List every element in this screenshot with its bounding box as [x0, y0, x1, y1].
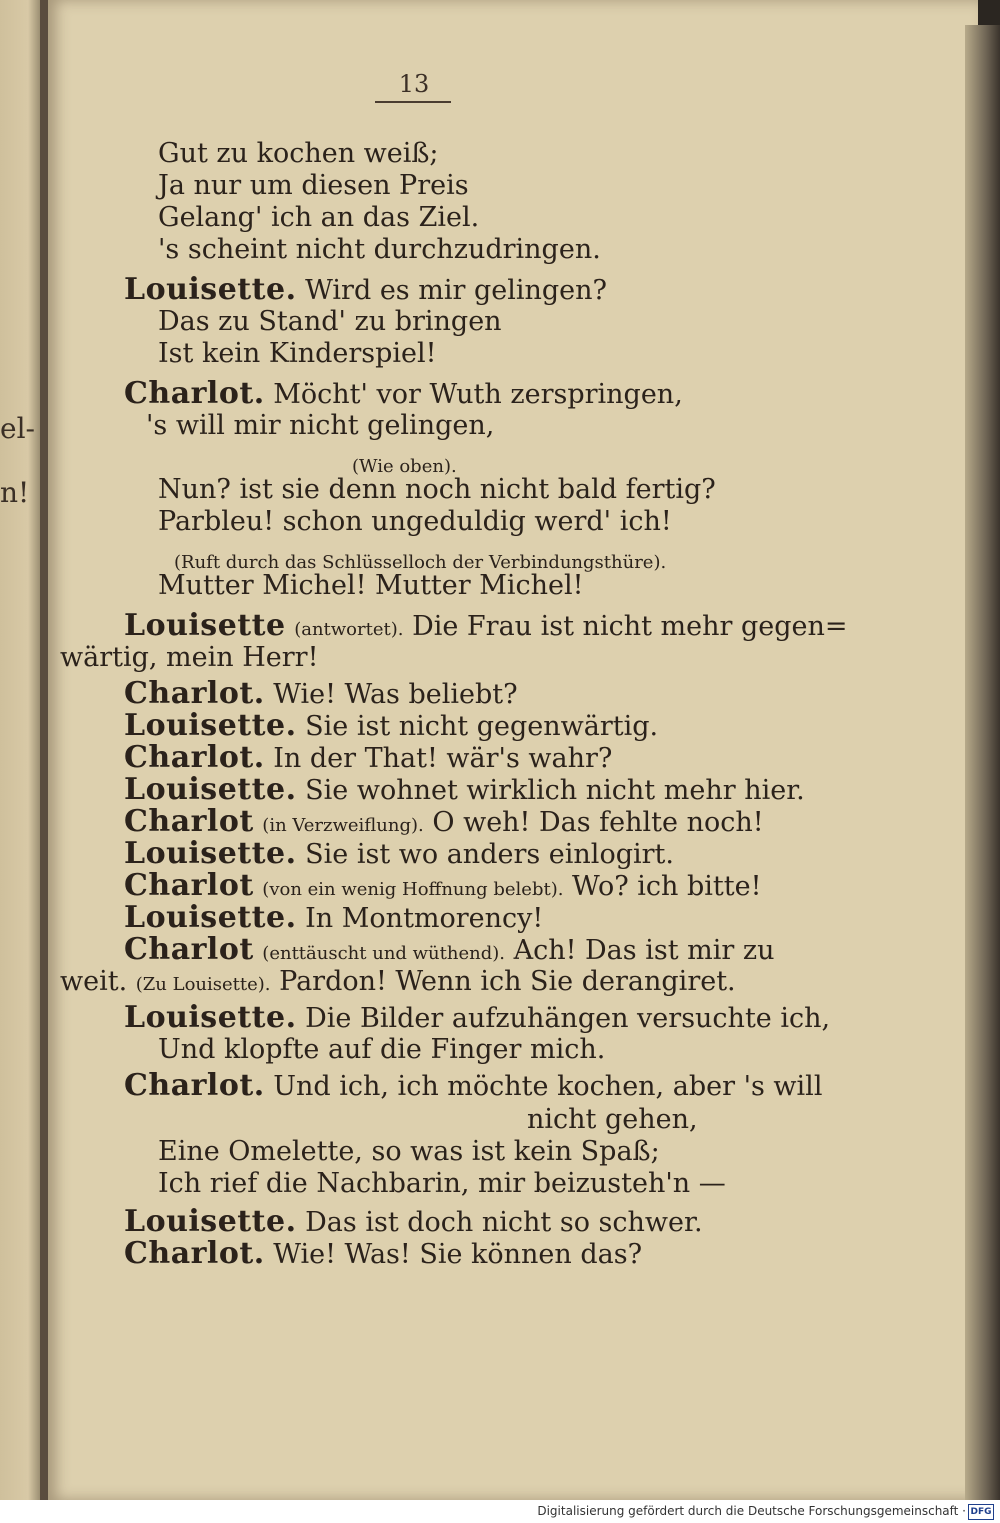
- page-right-edge: [965, 25, 1000, 1500]
- stage-direction: (von ein wenig Hoffnung belebt).: [262, 879, 564, 900]
- text-line: [124, 678, 518, 711]
- line-text: Eine Omelette, so was ist kein Spaß;: [158, 1136, 660, 1167]
- text-line: [158, 1168, 726, 1200]
- line-text: Ist kein Kinderspiel!: [158, 338, 437, 369]
- line-text: In Montmorency!: [305, 903, 544, 934]
- previous-page-edge: [0, 0, 40, 1500]
- line-text: Sie wohnet wirklich nicht mehr hier.: [305, 775, 805, 806]
- text-line: [158, 474, 716, 506]
- text-line: [158, 506, 672, 538]
- line-text: Ach! Das ist mir zu: [513, 935, 775, 966]
- speaker-name: Louisette.: [124, 708, 297, 743]
- line-text: Pardon! Wenn ich Sie derangiret.: [279, 966, 736, 997]
- text-line: [124, 1238, 642, 1271]
- text-line: [124, 1002, 830, 1035]
- page-number: 13: [398, 70, 430, 98]
- text-line: [158, 306, 502, 338]
- line-text: Mutter Michel! Mutter Michel!: [158, 570, 584, 601]
- line-text: In der That! wär's wahr?: [273, 743, 613, 774]
- text-line: [124, 902, 543, 935]
- text-line: [60, 642, 318, 674]
- speaker-name: Charlot.: [124, 1068, 265, 1103]
- line-text: Wo? ich bitte!: [572, 871, 762, 902]
- speaker-name: Charlot.: [124, 376, 265, 411]
- footer-credit: Digitalisierung gefördert durch die Deutsche Forschungsgemeinschaft ·: [537, 1504, 966, 1518]
- line-text: Möcht' vor Wuth zerspringen,: [273, 379, 683, 410]
- line-text: weit.: [60, 966, 128, 997]
- line-text: 's scheint nicht durchzudringen.: [158, 234, 601, 265]
- page-number-rule: [375, 101, 451, 103]
- line-text: Gelang' ich an das Ziel.: [158, 202, 480, 233]
- speaker-name: Charlot.: [124, 676, 265, 711]
- line-text: nicht gehen,: [527, 1104, 698, 1135]
- line-text: Sie ist nicht gegenwärtig.: [305, 711, 659, 742]
- text-line: [124, 378, 683, 411]
- text-line: [124, 610, 848, 646]
- dfg-logo-icon: DFG: [968, 1504, 994, 1520]
- text-line: [158, 234, 601, 266]
- speaker-name: Charlot: [124, 868, 254, 903]
- line-text: Sie ist wo anders einlogirt.: [305, 839, 674, 870]
- line-text: O weh! Das fehlte noch!: [432, 807, 764, 838]
- line-text: wärtig, mein Herr!: [60, 642, 319, 673]
- text-line: [158, 1034, 605, 1066]
- speaker-name: Louisette.: [124, 1000, 297, 1035]
- text-line: [124, 934, 774, 970]
- speaker-name: Louisette.: [124, 836, 297, 871]
- text-line: [146, 410, 494, 442]
- speaker-name: Charlot.: [124, 1236, 265, 1271]
- speaker-name: Louisette.: [124, 772, 297, 807]
- prev-page-fragment: el-: [0, 412, 35, 445]
- stage-direction: (antwortet).: [294, 619, 404, 640]
- line-text: Und ich, ich möchte kochen, aber 's will: [273, 1071, 823, 1102]
- text-line: [124, 838, 674, 871]
- text-line: [158, 338, 437, 370]
- text-line: [158, 570, 584, 602]
- line-text: Wird es mir gelingen?: [305, 275, 608, 306]
- speaker-name: Charlot.: [124, 740, 265, 775]
- line-text: Das ist doch nicht so schwer.: [305, 1207, 703, 1238]
- stage-direction: (Wie oben).: [352, 456, 457, 477]
- line-text: Ja nur um diesen Preis: [158, 170, 469, 201]
- text-line: [158, 202, 479, 234]
- text-line: [124, 742, 612, 775]
- text-line: [527, 1104, 698, 1136]
- line-text: Die Frau ist nicht mehr gegen=: [412, 611, 848, 642]
- text-line: [124, 710, 658, 743]
- speaker-name: Louisette.: [124, 1204, 297, 1239]
- stage-direction: (in Verzweiflung).: [262, 815, 424, 836]
- line-text: Ich rief die Nachbarin, mir beizusteh'n —: [158, 1168, 726, 1199]
- speaker-name: Louisette.: [124, 900, 297, 935]
- line-text: Das zu Stand' zu bringen: [158, 306, 502, 337]
- line-text: Parbleu! schon ungeduldig werd' ich!: [158, 506, 672, 537]
- line-text: Und klopfte auf die Finger mich.: [158, 1034, 606, 1065]
- book-gutter: [40, 0, 48, 1500]
- speaker-name: Louisette.: [124, 272, 297, 307]
- speaker-name: Charlot: [124, 804, 254, 839]
- text-line: [158, 170, 469, 202]
- text-line: [124, 774, 805, 807]
- stage-direction: (Zu Louisette).: [135, 974, 271, 995]
- line-text: Nun? ist sie denn noch nicht bald fertig?: [158, 474, 716, 505]
- line-text: 's will mir nicht gelingen,: [146, 410, 495, 441]
- text-line: [158, 138, 439, 170]
- prev-page-fragment: n!: [0, 476, 30, 509]
- stage-direction: (enttäuscht und wüthend).: [262, 943, 505, 964]
- text-line: [124, 274, 607, 307]
- speaker-name: Louisette: [124, 608, 286, 643]
- line-text: Wie! Was! Sie können das?: [273, 1239, 643, 1270]
- text-line: [158, 1136, 660, 1168]
- line-text: Gut zu kochen weiß;: [158, 138, 439, 169]
- stage-direction: (Ruft durch das Schlüsselloch der Verbindungsthüre).: [174, 552, 667, 573]
- text-line: [124, 1206, 703, 1239]
- text-line: [124, 1070, 822, 1103]
- speaker-name: Charlot: [124, 932, 254, 967]
- text-line: [60, 966, 736, 1001]
- line-text: Die Bilder aufzuhängen versuchte ich,: [305, 1003, 831, 1034]
- line-text: Wie! Was beliebt?: [273, 679, 518, 710]
